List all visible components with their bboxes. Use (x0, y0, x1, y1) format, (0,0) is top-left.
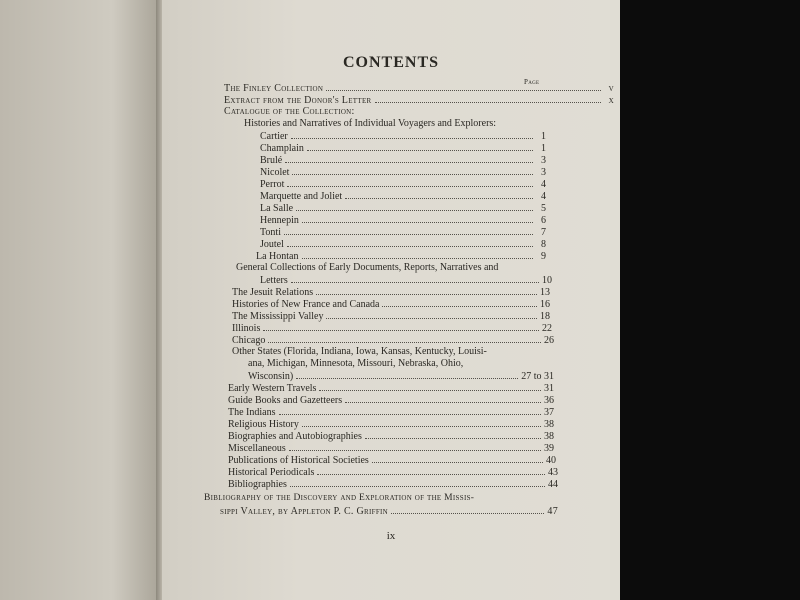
table-of-contents (162, 0, 620, 600)
toc-entry: Perrot 4 (260, 179, 546, 190)
toc-entry: Illinois 22 (232, 323, 552, 334)
toc-entry: Biographies and Autobiographies 38 (228, 431, 554, 442)
toc-entry: Histories of New France and Canada 16 (232, 299, 550, 310)
toc-entry: Religious History 38 (228, 419, 554, 430)
toc-entry: Publications of Historical Societies 40 (228, 455, 556, 466)
toc-entry: La Salle 5 (260, 203, 546, 214)
toc-entry: Hennepin 6 (260, 215, 546, 226)
toc-entry-line: Other States (Florida, Indiana, Iowa, Kansas, Kentucky, Louisi- (232, 346, 487, 357)
toc-entry: Wisconsin) 27 to 31 (248, 371, 554, 382)
toc-entry: Cartier 1 (260, 131, 546, 142)
toc-entry: Early Western Travels 31 (228, 383, 554, 394)
toc-entry: Historical Periodicals 43 (228, 467, 558, 478)
toc-entry: Chicago 26 (232, 335, 554, 346)
toc-entry: Extract from the Donor's Letter x (224, 95, 614, 106)
page-title: CONTENTS (342, 54, 440, 71)
toc-entry-line: General Collections of Early Documents, Reports, Narratives and (236, 262, 499, 273)
toc-entry: Letters 10 (260, 275, 552, 286)
toc-entry-line: Bibliography of the Discovery and Exploration of the Missis- (204, 493, 475, 503)
toc-entry: The Jesuit Relations 13 (232, 287, 550, 298)
toc-entry: The Finley Collection v (224, 83, 614, 94)
page-number: ix (386, 530, 396, 542)
toc-entry: Bibliographies 44 (228, 479, 558, 490)
toc-entry: Nicolet 3 (260, 167, 546, 178)
toc-entry: sippi Valley, by Appleton P. C. Griffin 47 (220, 506, 558, 517)
toc-entry-line: ana, Michigan, Minnesota, Missouri, Nebraska, Ohio, (248, 358, 464, 369)
left-page (0, 0, 160, 600)
toc-entry: Marquette and Joliet 4 (260, 191, 546, 202)
toc-entry: Tonti 7 (260, 227, 546, 238)
toc-entry: La Hontan 9 (256, 251, 546, 262)
toc-entry: The Indians 37 (228, 407, 554, 418)
toc-entry: Champlain 1 (260, 143, 546, 154)
toc-entry: Guide Books and Gazetteers 36 (228, 395, 554, 406)
toc-entry: Brulé 3 (260, 155, 546, 166)
toc-subheading: Histories and Narratives of Individual Voyagers and Explorers: (244, 118, 497, 129)
contents-page (162, 0, 620, 600)
toc-entry: Joutel 8 (260, 239, 546, 250)
toc-heading: Catalogue of the Collection: (224, 106, 355, 117)
toc-entry: The Mississippi Valley 18 (232, 311, 550, 322)
page-column-heading: Page (524, 78, 540, 86)
background (620, 0, 800, 600)
toc-entry: Miscellaneous 39 (228, 443, 554, 454)
